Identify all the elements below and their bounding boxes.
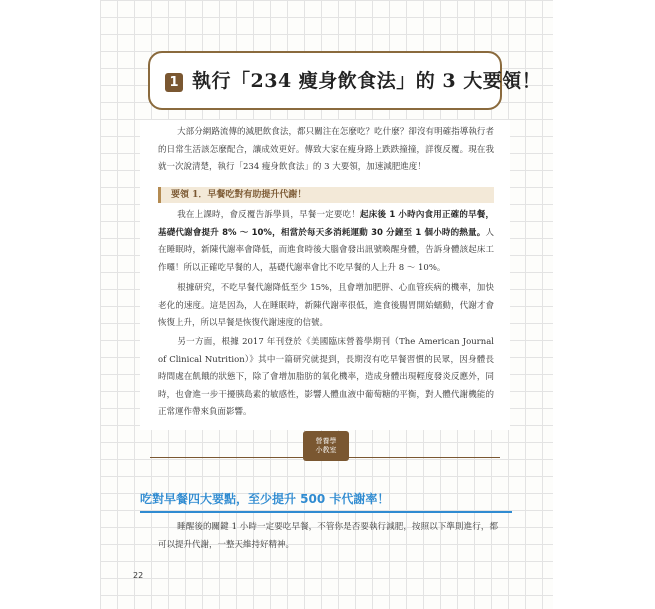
section-1-paragraph-3 [158,334,494,422]
section-2-paragraph [158,519,498,554]
intro-text: 大部分網路流傳的減肥飲食法，都只關注在怎麼吃？吃什麼？卻沒有明確指導執行者的日常生活該怎麼配合，讓成效更好。傳致大家在瘦身路上跌跌撞撞，詳復反覆。現在我就一次說清楚，執行「234 瘦身飲食法」的 3 大要領，加速減肥進度！ [158,127,494,172]
section-2-rule [140,511,512,513]
chapter-title: 執行「234 瘦身飲食法」的 3 大要領！ [192,70,542,92]
section-1-heading-text: 要領 1．早餐吃對有助提升代謝！ [171,190,307,200]
para1-rest: 人在睡眠時，新陳代謝率會降低，而進食時後大腦會發出訊號喚醒身體，告訴身體該起床工作囉！所以正確吃早餐的人，基礎代謝率會比不吃早餐的人上升 8 ～ 10%。 [158,227,494,273]
section-2-heading: 吃對早餐四大要點，至少提升 500 卡代謝率！ [140,492,390,506]
badge-line-1: 營養學 [315,437,337,445]
chapter-number-badge: 1 [165,73,183,92]
section-1-heading [158,187,494,203]
para2-text: 根據研究，不吃早餐代謝降低至少 15%，且會增加肥胖、心血管疾病的機率，加快老化的速度。這是因為，人在睡眠時，新陳代謝率很低，進食後腸胃開始蠕動，代謝才會恢復上升，所以早餐是恢復代謝速度的信號。 [158,283,494,328]
section-2-text: 睡醒後的關鍵 1 小時一定要吃早餐，不管你是否要執行減肥，按照以下準則進行，都可以提升代謝，一整天維持好精神。 [158,522,498,550]
section-1-paragraph-1 [158,207,494,277]
para3-text: 另一方面，根據 2017 年刊登於《美國臨床營養學期刊（The American Journal of Clinical Nutrition）》其中一篇研究就提到，長期沒有吃早餐習慣的民眾，因身體長時間處在飢餓的狀態下，除了會增加脂肪的氧化機率，造成身體出現輕度發炎反應外，同時，也會進一步干擾胰島素的敏感性，影響人體血液中葡萄糖的平衡，對人體代謝機能的正常運作帶來負面影響。 [158,337,494,417]
para1-bold: 起床後 1 小時內食用正確的早餐，基礎代謝會提升 8% ～ 10%，相當於每天多消耗運動 30 分鐘至 1 個小時的熱量。 [158,210,494,238]
badge-line-2: 小教室 [315,446,337,454]
chapter-title-box [148,51,542,110]
section-1-paragraph-2 [158,280,494,333]
nutrition-class-badge [303,431,349,461]
para1-lead: 我在上課時，會反覆告訴學員，早餐一定要吃！ [177,210,361,220]
intro-paragraph [158,124,494,177]
page-number: 22 [133,571,144,580]
